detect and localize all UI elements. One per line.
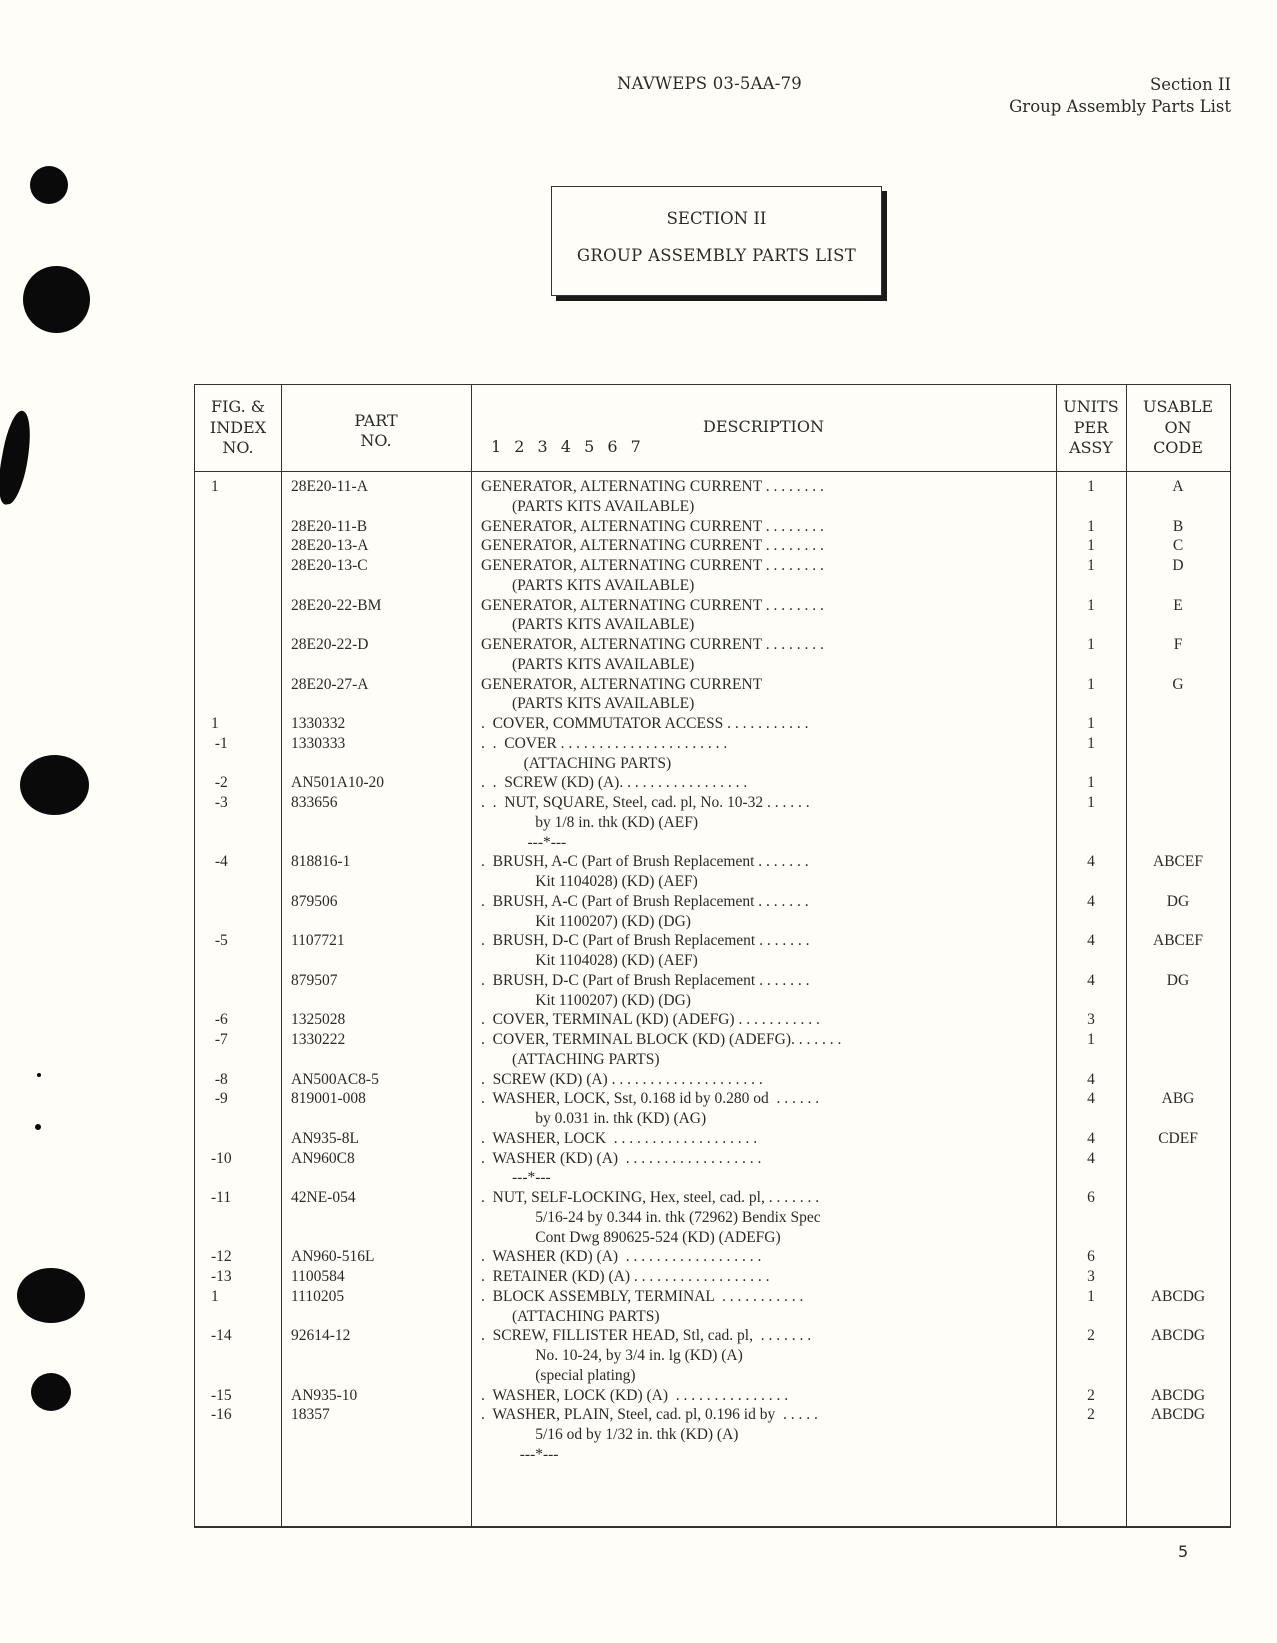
units-per-assy-cell: 2	[1087, 1386, 1095, 1404]
header-line: INDEX	[209, 417, 267, 437]
description-cell: Kit 1104028) (KD) (AEF)	[481, 873, 698, 890]
description-cell: (special plating)	[481, 1366, 636, 1384]
units-per-assy-cell: 4	[1087, 1070, 1095, 1088]
table-row	[195, 773, 1230, 793]
description-cell: . COVER, TERMINAL BLOCK (KD) (ADEFG). . . . . . .	[481, 1031, 842, 1048]
table-row	[195, 694, 1230, 714]
header-line: UNITS	[1063, 397, 1119, 417]
description-cell: . BRUSH, A-C (Part of Brush Replacement . . . . . . .	[481, 892, 809, 910]
table-row	[195, 1287, 1230, 1307]
table-row	[195, 951, 1230, 971]
document-number: NAVWEPS 03-5AA-79	[617, 74, 802, 93]
description-cell: . WASHER, LOCK . . . . . . . . . . . . . . . . . . .	[481, 1129, 758, 1147]
description-cell: GENERATOR, ALTERNATING CURRENT . . . . . . . .	[481, 596, 824, 614]
binder-hole	[30, 166, 68, 204]
fig-index-cell: 1	[211, 1287, 219, 1305]
description-cell: (PARTS KITS AVAILABLE)	[481, 497, 695, 515]
binder-hole	[17, 1268, 85, 1323]
fig-index-cell: -5	[211, 932, 228, 950]
part-number-cell: 1330333	[291, 734, 346, 752]
usable-on-code-cell: B	[1172, 517, 1184, 535]
part-number-cell: 92614-12	[291, 1327, 351, 1345]
part-number-cell: 18357	[291, 1406, 330, 1424]
description-cell: GENERATOR, ALTERNATING CURRENT . . . . . . . .	[481, 537, 824, 555]
part-number-cell: AN935-8L	[291, 1129, 360, 1147]
part-number-cell: 1110205	[291, 1287, 345, 1305]
description-cell: GENERATOR, ALTERNATING CURRENT . . . . . . . .	[481, 557, 824, 574]
table-row	[195, 1109, 1230, 1129]
table-row	[195, 1050, 1230, 1070]
table-row	[195, 931, 1230, 951]
description-cell: 5/16 od by 1/32 in. thk (KD) (A)	[481, 1426, 739, 1443]
units-per-assy-cell: 4	[1087, 1090, 1095, 1108]
table-row	[195, 852, 1230, 872]
usable-on-code-cell: F	[1173, 636, 1183, 653]
part-number-cell: AN501A10-20	[291, 774, 384, 792]
column-header-usable-on-code	[1126, 385, 1230, 471]
description-cell: by 0.031 in. thk (KD) (AG)	[481, 1110, 707, 1127]
table-row	[195, 655, 1230, 675]
part-number-cell: 818816-1	[291, 853, 351, 871]
header-line: PER	[1073, 417, 1109, 437]
description-cell: (PARTS KITS AVAILABLE)	[481, 576, 695, 594]
units-per-assy-cell: 1	[1087, 715, 1095, 732]
description-cell: . . SCREW (KD) (A). . . . . . . . . . . . . . . . .	[481, 774, 748, 792]
fig-index-cell: -16	[211, 1406, 232, 1424]
units-per-assy-cell: 4	[1087, 932, 1095, 950]
scan-speck	[37, 1073, 41, 1077]
table-row	[195, 1386, 1230, 1406]
units-per-assy-cell: 1	[1087, 1031, 1095, 1048]
binder-hole	[23, 266, 90, 333]
usable-on-code-cell: ABCDG	[1150, 1327, 1206, 1345]
units-per-assy-cell: 1	[1087, 557, 1095, 574]
description-cell: (ATTACHING PARTS)	[481, 754, 672, 772]
table-row	[195, 1307, 1230, 1327]
description-cell: . BRUSH, D-C (Part of Brush Replacement . . . . . . .	[481, 971, 810, 989]
table-row	[195, 1405, 1230, 1425]
table-row	[195, 536, 1230, 556]
usable-on-code-cell: DG	[1166, 892, 1190, 910]
table-row	[195, 1070, 1230, 1090]
units-per-assy-cell: 1	[1087, 734, 1095, 752]
usable-on-code-cell: DG	[1166, 971, 1190, 989]
part-number-cell: 879507	[291, 971, 338, 989]
usable-on-code-cell: ABCEF	[1153, 932, 1203, 950]
units-per-assy-cell: 6	[1087, 1189, 1095, 1206]
description-cell: . BRUSH, A-C (Part of Brush Replacement . . . . . . .	[481, 853, 809, 871]
part-number-cell: 28E20-11-A	[291, 478, 368, 495]
header-line: CODE	[1153, 438, 1203, 458]
part-number-cell: 833656	[291, 794, 338, 811]
table-row	[195, 1267, 1230, 1287]
column-header-description	[471, 385, 1056, 471]
description-cell: 5/16-24 by 0.344 in. thk (72962) Bendix Spec	[481, 1208, 821, 1226]
header-divider	[195, 471, 1230, 472]
table-row	[195, 615, 1230, 635]
description-cell: . WASHER (KD) (A) . . . . . . . . . . . . . . . . . .	[481, 1149, 762, 1167]
table-row	[195, 635, 1230, 655]
description-cell: Cont Dwg 890625-524 (KD) (ADEFG)	[481, 1228, 781, 1246]
units-per-assy-cell: 1	[1087, 537, 1095, 555]
description-cell: (PARTS KITS AVAILABLE)	[481, 655, 695, 673]
section-title-box	[551, 186, 882, 296]
table-row	[195, 1010, 1230, 1030]
table-row	[195, 912, 1230, 932]
description-cell: . WASHER, LOCK, Sst, 0.168 id by 0.280 od . . . . . .	[481, 1090, 820, 1108]
table-row	[195, 1129, 1230, 1149]
table-row	[195, 872, 1230, 892]
part-number-cell: 28E20-27-A	[291, 675, 369, 693]
usable-on-code-cell: CDEF	[1158, 1129, 1198, 1147]
part-number-cell: 28E20-11-B	[291, 517, 368, 535]
units-per-assy-cell: 1	[1087, 1287, 1095, 1305]
units-per-assy-cell: 2	[1087, 1327, 1095, 1345]
units-per-assy-cell: 1	[1087, 774, 1095, 792]
table-row	[195, 714, 1230, 734]
part-number-cell: 28E20-22-BM	[291, 596, 382, 614]
table-row	[195, 892, 1230, 912]
description-cell: GENERATOR, ALTERNATING CURRENT . . . . . . . .	[481, 478, 824, 495]
table-row	[195, 793, 1230, 813]
table-row	[195, 754, 1230, 774]
table-row	[195, 1168, 1230, 1188]
page-number: 5	[1178, 1542, 1189, 1561]
part-number-cell: 1325028	[291, 1011, 346, 1029]
usable-on-code-cell: ABCDG	[1150, 1386, 1206, 1404]
binder-hole	[31, 1373, 71, 1411]
description-cell: . COVER, COMMUTATOR ACCESS . . . . . . . . . . .	[481, 715, 809, 732]
part-number-cell: AN960C8	[291, 1149, 355, 1167]
usable-on-code-cell: C	[1172, 537, 1184, 555]
usable-on-code-cell: ABG	[1161, 1090, 1195, 1108]
table-row	[195, 675, 1230, 695]
table-row	[195, 1208, 1230, 1228]
indent-level-numbers: 1 2 3 4 5 6 7	[491, 437, 642, 456]
description-cell: . WASHER (KD) (A) . . . . . . . . . . . . . . . . . .	[481, 1248, 762, 1266]
units-per-assy-cell: 1	[1087, 478, 1095, 495]
scan-speck	[35, 1124, 41, 1130]
parts-list-table	[194, 384, 1231, 1528]
part-number-cell: 28E20-13-C	[291, 557, 368, 574]
table-row	[195, 497, 1230, 517]
fig-index-cell: -13	[211, 1268, 232, 1285]
units-per-assy-cell: 1	[1087, 675, 1095, 693]
table-row	[195, 1089, 1230, 1109]
part-number-cell: 1107721	[291, 932, 345, 950]
section-title: Group Assembly Parts List	[1009, 97, 1231, 116]
fig-index-cell: -11	[211, 1189, 232, 1206]
fig-index-cell: -12	[211, 1248, 232, 1266]
units-per-assy-cell: 2	[1087, 1406, 1095, 1424]
table-row	[195, 813, 1230, 833]
part-number-cell: 1330332	[291, 715, 346, 732]
part-number-cell: 879506	[291, 892, 338, 910]
part-number-cell: AN500AC8-5	[291, 1070, 379, 1088]
description-cell: ---*---	[481, 1445, 559, 1463]
units-per-assy-cell: 3	[1087, 1268, 1095, 1285]
fig-index-cell: -15	[211, 1386, 232, 1404]
usable-on-code-cell: G	[1172, 675, 1184, 693]
table-row	[195, 1030, 1230, 1050]
description-cell: . . COVER . . . . . . . . . . . . . . . . . . . . . .	[481, 734, 728, 752]
fig-index-cell: -14	[211, 1327, 232, 1345]
usable-on-code-cell: ABCDG	[1150, 1287, 1206, 1305]
description-cell: (PARTS KITS AVAILABLE)	[481, 695, 695, 713]
description-cell: ---*---	[481, 1169, 551, 1187]
part-number-cell: 28E20-22-D	[291, 636, 369, 653]
part-number-cell: AN935-10	[291, 1386, 358, 1404]
fig-index-cell: -10	[211, 1149, 232, 1167]
table-row	[195, 971, 1230, 991]
fig-index-cell: -7	[211, 1031, 228, 1048]
table-row	[195, 734, 1230, 754]
table-row	[195, 833, 1230, 853]
table-row	[195, 556, 1230, 576]
table-row	[195, 1188, 1230, 1208]
table-row	[195, 1326, 1230, 1346]
description-cell: by 1/8 in. thk (KD) (AEF)	[481, 813, 698, 831]
fig-index-cell: -1	[211, 734, 228, 752]
usable-on-code-cell: A	[1172, 478, 1184, 495]
section-box-line1: SECTION II	[666, 209, 767, 228]
part-number-cell: 819001-008	[291, 1090, 366, 1108]
fig-index-cell: -9	[211, 1090, 228, 1108]
description-cell: . RETAINER (KD) (A) . . . . . . . . . . . . . . . . . .	[481, 1268, 770, 1285]
usable-on-code-cell: E	[1173, 596, 1183, 614]
description-cell: . BLOCK ASSEMBLY, TERMINAL . . . . . . . . . . .	[481, 1287, 804, 1305]
description-cell: . SCREW, FILLISTER HEAD, Stl, cad. pl, . . . . . . .	[481, 1327, 812, 1345]
header-line: USABLE	[1142, 397, 1214, 417]
description-cell: . WASHER, LOCK (KD) (A) . . . . . . . . . . . . . . .	[481, 1386, 789, 1404]
column-header-fig-index	[195, 385, 281, 471]
table-row	[195, 596, 1230, 616]
header-line: ON	[1164, 417, 1192, 437]
fig-index-cell: -4	[211, 853, 228, 871]
part-number-cell: 1330222	[291, 1031, 346, 1048]
units-per-assy-cell: 6	[1087, 1248, 1095, 1266]
units-per-assy-cell: 4	[1087, 1149, 1095, 1167]
table-row	[195, 1247, 1230, 1267]
table-row	[195, 1149, 1230, 1169]
part-number-cell: 28E20-13-A	[291, 537, 369, 555]
header-line: NO.	[222, 438, 254, 458]
units-per-assy-cell: 4	[1087, 853, 1095, 871]
header-line: NO.	[360, 431, 392, 450]
part-number-cell: AN960-516L	[291, 1248, 375, 1266]
scan-artifact	[0, 409, 37, 507]
description-cell: (ATTACHING PARTS)	[481, 1050, 660, 1068]
column-header-units-per-assy	[1056, 385, 1126, 471]
description-cell: . . NUT, SQUARE, Steel, cad. pl, No. 10-32 . . . . . .	[481, 794, 810, 811]
units-per-assy-cell: 1	[1087, 596, 1095, 614]
units-per-assy-cell: 4	[1087, 892, 1095, 910]
description-cell: (PARTS KITS AVAILABLE)	[481, 616, 695, 634]
fig-index-cell: 1	[211, 715, 219, 732]
column-header-part-no	[281, 385, 471, 471]
description-cell: Kit 1100207) (KD) (DG)	[481, 991, 691, 1009]
description-title: DESCRIPTION	[703, 417, 824, 436]
description-cell: . NUT, SELF-LOCKING, Hex, steel, cad. pl, . . . . . . .	[481, 1189, 820, 1206]
description-cell: (ATTACHING PARTS)	[481, 1307, 660, 1325]
table-row	[195, 477, 1230, 497]
usable-on-code-cell: ABCDG	[1150, 1406, 1206, 1424]
table-row	[195, 1425, 1230, 1445]
table-row	[195, 1366, 1230, 1386]
table-row	[195, 517, 1230, 537]
description-cell: GENERATOR, ALTERNATING CURRENT . . . . . . . .	[481, 517, 824, 535]
description-cell: . COVER, TERMINAL (KD) (ADEFG) . . . . . . . . . . .	[481, 1011, 820, 1029]
fig-index-cell: 1	[211, 478, 219, 495]
running-header	[1009, 74, 1231, 118]
header-line: ASSY	[1069, 438, 1113, 458]
units-per-assy-cell: 3	[1087, 1011, 1095, 1029]
fig-index-cell: -3	[211, 794, 228, 811]
usable-on-code-cell: D	[1172, 557, 1184, 574]
usable-on-code-cell: ABCEF	[1153, 853, 1203, 871]
description-cell: No. 10-24, by 3/4 in. lg (KD) (A)	[481, 1347, 743, 1364]
description-cell: GENERATOR, ALTERNATING CURRENT . . . . . . . .	[481, 636, 824, 653]
description-cell: GENERATOR, ALTERNATING CURRENT	[481, 675, 763, 693]
description-cell: Kit 1104028) (KD) (AEF)	[481, 952, 698, 969]
section-box-line2: GROUP ASSEMBLY PARTS LIST	[576, 246, 857, 265]
units-per-assy-cell: 4	[1087, 1129, 1095, 1147]
fig-index-cell: -8	[211, 1070, 228, 1088]
units-per-assy-cell: 1	[1087, 636, 1095, 653]
part-number-cell: 42NE-054	[291, 1189, 356, 1206]
description-cell: ---*---	[481, 833, 567, 851]
table-row	[195, 576, 1230, 596]
description-cell: . BRUSH, D-C (Part of Brush Replacement . . . . . . .	[481, 932, 810, 950]
table-row	[195, 991, 1230, 1011]
description-cell: . SCREW (KD) (A) . . . . . . . . . . . . . . . . . . . .	[481, 1070, 763, 1088]
table-row	[195, 1228, 1230, 1248]
header-line: FIG. &	[210, 397, 266, 417]
table-row	[195, 1445, 1230, 1465]
description-cell: Kit 1100207) (KD) (DG)	[481, 912, 691, 930]
description-cell: . WASHER, PLAIN, Steel, cad. pl, 0.196 id by . . . . .	[481, 1406, 818, 1424]
header-line: PART	[354, 410, 398, 430]
units-per-assy-cell: 1	[1087, 794, 1095, 811]
table-row	[195, 1346, 1230, 1366]
units-per-assy-cell: 4	[1087, 971, 1095, 989]
section-label: Section II	[1149, 75, 1231, 94]
units-per-assy-cell: 1	[1087, 517, 1095, 535]
binder-hole	[20, 755, 89, 815]
fig-index-cell: -6	[211, 1011, 228, 1029]
part-number-cell: 1100584	[291, 1268, 345, 1285]
fig-index-cell: -2	[211, 774, 228, 792]
